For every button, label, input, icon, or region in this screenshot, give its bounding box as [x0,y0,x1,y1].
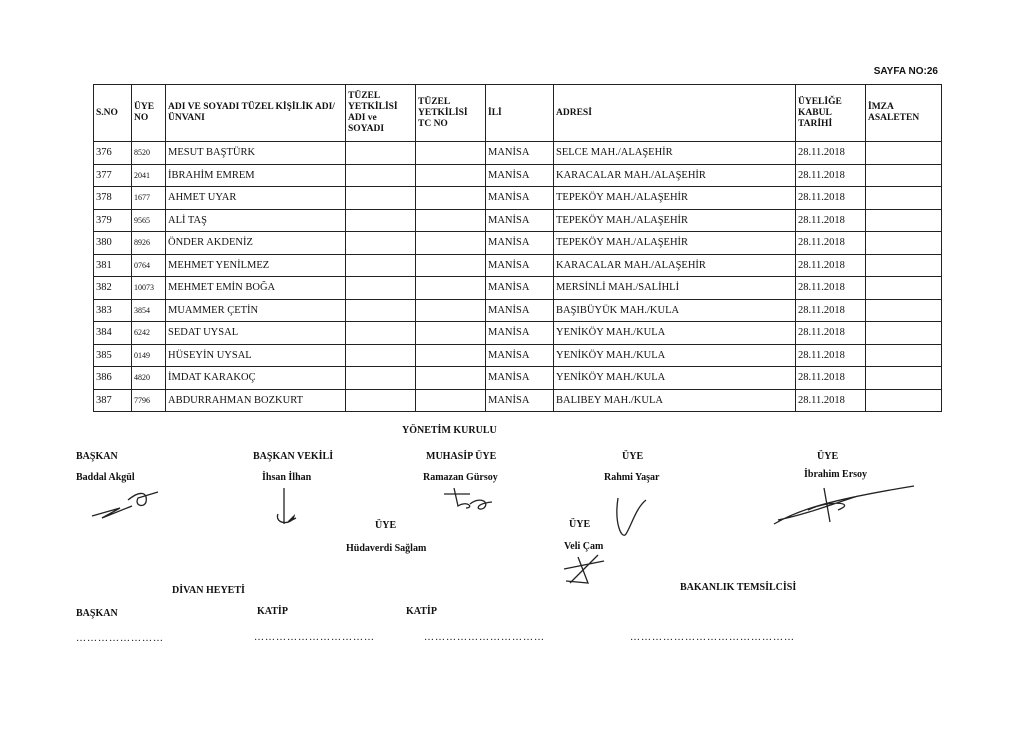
cell-legal-rep-tc [416,187,486,210]
cell-signature [866,187,942,210]
table-row [94,277,942,300]
header-address: ADRESİ [554,85,796,142]
cell-uye-no: 9565 [132,209,166,232]
cell-address: BAŞIBÜYÜK MAH./KULA [554,299,796,322]
header-legal-rep-name: TÜZEL YETKİLİSİ ADI ve SOYADI [346,85,416,142]
cell-city: MANİSA [486,187,554,210]
cell-name: MUAMMER ÇETİN [166,299,346,322]
cell-uye-no: 10073 [132,277,166,300]
board-name-accountant: Ramazan Gürsoy [423,472,498,483]
cell-address: YENİKÖY MAH./KULA [554,367,796,390]
table-header-row [94,85,942,142]
cell-city: MANİSA [486,322,554,345]
cell-legal-rep-name [346,299,416,322]
cell-legal-rep-name [346,277,416,300]
cell-legal-rep-tc [416,389,486,412]
cell-date: 28.11.2018 [796,277,866,300]
cell-city: MANİSA [486,142,554,165]
signature-member-4 [558,553,610,587]
cell-date: 28.11.2018 [796,344,866,367]
board-name-vice-president: İhsan İlhan [262,472,312,483]
cell-legal-rep-tc [416,164,486,187]
cell-signature [866,367,942,390]
cell-address: KARACALAR MAH./ALAŞEHİR [554,164,796,187]
table-row [94,322,942,345]
table-row [94,142,942,165]
table-row [94,299,942,322]
board-name-member-1: Rahmi Yaşar [604,472,660,483]
cell-date: 28.11.2018 [796,254,866,277]
cell-name: ÖNDER AKDENİZ [166,232,346,255]
cell-date: 28.11.2018 [796,299,866,322]
cell-legal-rep-name [346,344,416,367]
cell-city: MANİSA [486,277,554,300]
cell-legal-rep-name [346,389,416,412]
cell-legal-rep-name [346,367,416,390]
cell-legal-rep-tc [416,209,486,232]
cell-city: MANİSA [486,367,554,390]
cell-sno: 380 [94,232,132,255]
cell-date: 28.11.2018 [796,322,866,345]
cell-address: TEPEKÖY MAH./ALAŞEHİR [554,209,796,232]
cell-date: 28.11.2018 [796,187,866,210]
cell-date: 28.11.2018 [796,164,866,187]
divan-clerk-2-signature-line: …………………………… [424,632,545,643]
cell-signature [866,277,942,300]
cell-name: İMDAT KARAKOÇ [166,367,346,390]
cell-address: BALIBEY MAH./KULA [554,389,796,412]
cell-legal-rep-name [346,232,416,255]
cell-legal-rep-name [346,164,416,187]
cell-city: MANİSA [486,254,554,277]
header-city: İLİ [486,85,554,142]
cell-uye-no: 8926 [132,232,166,255]
cell-signature [866,164,942,187]
cell-city: MANİSA [486,164,554,187]
signature-president [88,486,168,522]
signature-member-1 [612,494,648,542]
cell-name: MEHMET YENİLMEZ [166,254,346,277]
board-role-member-1: ÜYE [622,451,644,462]
cell-name: MESUT BAŞTÜRK [166,142,346,165]
divan-role-clerk-1: KATİP [257,606,288,617]
ministry-representative-title: BAKANLIK TEMSİLCİSİ [680,582,797,593]
cell-city: MANİSA [486,389,554,412]
signature-member-2 [768,480,918,530]
cell-legal-rep-name [346,254,416,277]
cell-signature [866,142,942,165]
cell-legal-rep-tc [416,277,486,300]
cell-name: HÜSEYİN UYSAL [166,344,346,367]
board-name-member-3: Hüdaverdi Sağlam [346,543,427,554]
cell-address: TEPEKÖY MAH./ALAŞEHİR [554,232,796,255]
cell-address: TEPEKÖY MAH./ALAŞEHİR [554,187,796,210]
cell-legal-rep-name [346,209,416,232]
cell-address: YENİKÖY MAH./KULA [554,344,796,367]
cell-name: ABDURRAHMAN BOZKURT [166,389,346,412]
table-row [94,232,942,255]
divan-clerk-1-signature-line: …………………………… [254,632,375,643]
header-legal-rep-tc: TÜZEL YETKİLİSİ TC NO [416,85,486,142]
cell-uye-no: 7796 [132,389,166,412]
divan-role-clerk-2: KATİP [406,606,437,617]
cell-signature [866,209,942,232]
board-name-president: Baddal Akgül [76,472,135,483]
board-name-member-4: Veli Çam [564,541,604,552]
divan-president-signature-line: …………………… [76,633,164,644]
cell-signature [866,254,942,277]
cell-sno: 386 [94,367,132,390]
cell-sno: 381 [94,254,132,277]
cell-date: 28.11.2018 [796,232,866,255]
cell-legal-rep-tc [416,299,486,322]
cell-legal-rep-tc [416,142,486,165]
signature-vice-president [272,486,302,528]
cell-uye-no: 1677 [132,187,166,210]
cell-legal-rep-name [346,187,416,210]
table-row [94,164,942,187]
cell-signature [866,299,942,322]
cell-uye-no: 6242 [132,322,166,345]
cell-signature [866,344,942,367]
board-role-member-4: ÜYE [569,519,591,530]
board-role-vice-president: BAŞKAN VEKİLİ [253,451,334,462]
cell-signature [866,322,942,345]
cell-legal-rep-tc [416,322,486,345]
divan-role-president: BAŞKAN [76,608,118,619]
cell-name: AHMET UYAR [166,187,346,210]
cell-sno: 384 [94,322,132,345]
cell-uye-no: 2041 [132,164,166,187]
table-row [94,367,942,390]
cell-sno: 382 [94,277,132,300]
table-row [94,187,942,210]
cell-name: ALİ TAŞ [166,209,346,232]
ministry-signature-line: ……………………………………… [630,632,795,643]
cell-signature [866,232,942,255]
board-role-member-2: ÜYE [817,451,839,462]
page-number: SAYFA NO:26 [873,66,938,77]
cell-sno: 379 [94,209,132,232]
header-signature: İMZA ASALETEN [866,85,942,142]
header-sno: S.NO [94,85,132,142]
cell-signature [866,389,942,412]
header-date: ÜYELİĞE KABUL TARİHİ [796,85,866,142]
cell-address: KARACALAR MAH./ALAŞEHİR [554,254,796,277]
cell-uye-no: 8520 [132,142,166,165]
cell-legal-rep-tc [416,344,486,367]
cell-legal-rep-tc [416,254,486,277]
cell-date: 28.11.2018 [796,209,866,232]
header-uye-no: ÜYE NO [132,85,166,142]
cell-legal-rep-tc [416,232,486,255]
cell-city: MANİSA [486,209,554,232]
cell-uye-no: 4820 [132,367,166,390]
cell-date: 28.11.2018 [796,367,866,390]
table-row [94,344,942,367]
cell-uye-no: 0764 [132,254,166,277]
cell-address: YENİKÖY MAH./KULA [554,322,796,345]
board-role-member-3: ÜYE [375,520,397,531]
board-role-president: BAŞKAN [76,451,118,462]
divan-title: DİVAN HEYETİ [172,585,245,596]
board-name-member-2: İbrahim Ersoy [804,469,868,480]
cell-sno: 383 [94,299,132,322]
cell-sno: 376 [94,142,132,165]
cell-address: MERSİNLİ MAH./SALİHLİ [554,277,796,300]
members-table [93,84,942,412]
cell-legal-rep-name [346,322,416,345]
cell-city: MANİSA [486,299,554,322]
cell-name: MEHMET EMİN BOĞA [166,277,346,300]
table-row [94,389,942,412]
board-title: YÖNETİM KURULU [402,425,497,436]
table-row [94,254,942,277]
cell-sno: 378 [94,187,132,210]
signature-accountant [440,486,496,516]
cell-sno: 377 [94,164,132,187]
cell-sno: 387 [94,389,132,412]
cell-date: 28.11.2018 [796,142,866,165]
board-role-accountant: MUHASİP ÜYE [426,451,497,462]
cell-sno: 385 [94,344,132,367]
cell-legal-rep-name [346,142,416,165]
cell-uye-no: 0149 [132,344,166,367]
header-name: ADI VE SOYADI TÜZEL KİŞİLİK ADI/ÜNVANI [166,85,346,142]
table-row [94,209,942,232]
cell-uye-no: 3854 [132,299,166,322]
cell-address: SELCE MAH./ALAŞEHİR [554,142,796,165]
cell-city: MANİSA [486,344,554,367]
cell-name: İBRAHİM EMREM [166,164,346,187]
cell-date: 28.11.2018 [796,389,866,412]
cell-city: MANİSA [486,232,554,255]
cell-name: SEDAT UYSAL [166,322,346,345]
cell-legal-rep-tc [416,367,486,390]
